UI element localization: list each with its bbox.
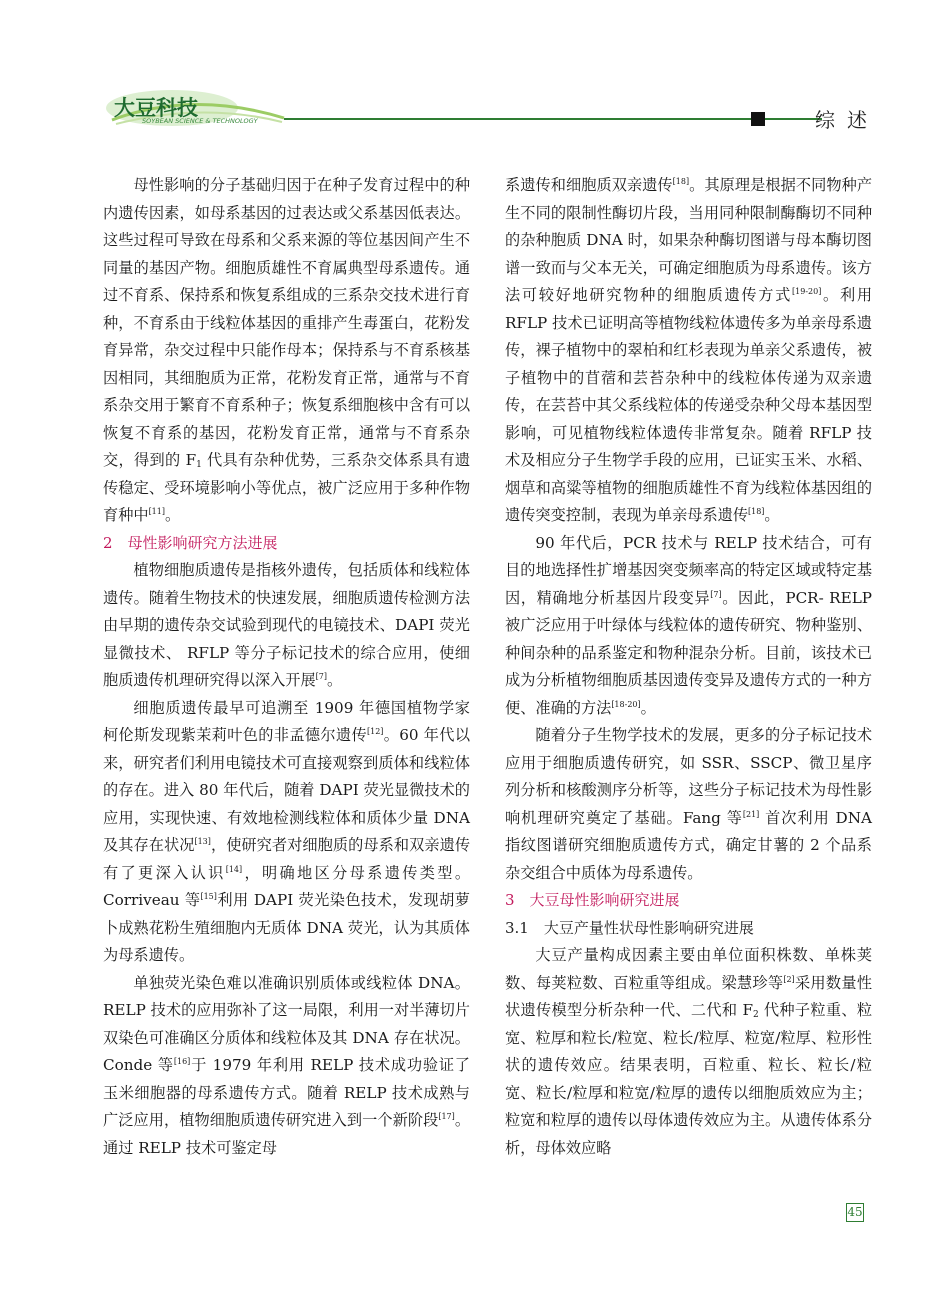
section-heading: 3 大豆母性影响研究进展 (505, 891, 680, 909)
subsection-heading: 3.1 大豆产量性状母性影响研究进展 (505, 918, 754, 937)
paragraph: 母性影响的分子基础归因于在种子发育过程中的种内遗传因素，如母系基因的过表达或父系基因低表达。这些过程可导致在母系和父系来源的等位基因间产生不同量的基因产物。细胞质雄性不育属典型母系遗传。通过不育系、保持系和恢复系组成的三系杂交技术进行育种，不育系由于线粒体基因的重排产生毒蛋白，花粉发育异常，杂交过程中只能作母本；保持系与不育系核基因相同，其细胞质为正常，花粉发育正常，通常与不育系杂交用于繁育不育系种子；恢复系细胞核中含有可以恢复不育系的基因，花粉发育正常，通常与不育系杂交，得到的 $F_1$ 代具有杂种优势，三系杂交体系具有遗传稳定、受环境影响小等优点，被广泛应用于多种作物育种中[11]。 (103, 176, 471, 524)
page-number: 45 (846, 1203, 864, 1222)
paragraph: 细胞质遗传最早可追溯至 1909 年德国植物学家柯伦斯发现紫茉莉叶色的非孟德尔遗传[12]。60 年代以来，研究者们利用电镜技术可直接观察到质体和线粒体的存在。进入 80 年代后，随着 DAPI 荧光显微技术的应用，实现快速、有效地检测线粒体和质体少量 DNA 及其存在状况[13]，使研究者对细胞质的母系和双亲遗传有了更深入认识[14]，明确地区分母系遗传类型。Corriveau 等[15]利用 DAPI 荧光染色技术，发现胡萝卜成熟花粉生殖细胞内无质体 DNA 荧光，认为其质体为母系遗传。 (103, 698, 471, 964)
citation: [18-20] (611, 699, 641, 709)
square-bullet-icon (751, 112, 765, 126)
section-label: 综述 (815, 108, 879, 132)
citation: [19-20] (792, 287, 822, 296)
journal-logo (102, 80, 287, 130)
paragraph: 单独荧光染色难以准确识别质体或线粒体 DNA。RELP 技术的应用弥补了这一局限，利用一对半薄切片双染色可准确区分质体和线粒体及其 DNA 存在状况。Conde 等[16]于 1979 年利用 RELP 技术成功验证了玉米细胞器的母系遗传方式。随着 RELP 技术成熟与广泛应用，植物细胞质遗传研究进入到一个新阶段[17]。通过 RELP 技术可鉴定母 (103, 973, 471, 1157)
citation: [11] (148, 507, 165, 516)
page-header (100, 78, 890, 138)
left-column (103, 172, 470, 1162)
paragraph: 植物细胞质遗传是指核外遗传，包括质体和线粒体遗传。随着生物技术的快速发展，细胞质遗传检测方法由早期的遗传杂交试验到现代的电镜技术、DAPI 荧光显微技术、 RFLP 等分子标记技术的综合应用，使细胞质遗传机理研究得以深入开展[7]。 (103, 561, 470, 689)
journal-title-en: SOYBEAN SCIENCE & TECHNOLOGY (142, 117, 258, 125)
citation: [21] (742, 809, 760, 819)
citation: [16] (173, 1057, 191, 1066)
citation: [7] (710, 589, 722, 599)
citation: [13] (194, 837, 211, 846)
citation: [7] (315, 672, 327, 681)
paragraph: 系遗传和细胞质双亲遗传[18]。其原理是根据不同物种产生不同的限制性酶切片段，当用同种限制酶酶切不同种的杂种胞质 DNA 时，如果杂种酶切图谱与母本酶切图谱一致而与父本无关，可确定细胞质为母系遗传。该方法可较好地研究物种的细胞质遗传方式[19-20]。利用 RFLP 技术已证明高等植物线粒体遗传多为单亲母系遗传，裸子植物中的翠柏和红杉表现为单亲父系遗传，被子植物中的苜蓿和芸苔杂种中的线粒体传递为双亲遗传，在芸苔中其父系线粒体的传递受杂种父母本基因型影响，可见植物线粒体遗传非常复杂。随着 RFLP 技术及相应分子生物学手段的应用，已证实玉米、水稻、烟草和高粱等植物的细胞质雄性不育为线粒体基因组的遗传突变控制，表现为单亲母系遗传[18]。 (505, 176, 873, 524)
paragraph: 90 年代后，PCR 技术与 RELP 技术结合，可有目的地选择性扩增基因突变频率高的特定区域或特定基因，精确地分析基因片段变异[7]。因此，PCR- RELP 被广泛应用于叶绿体与线粒体的遗传研究、物种鉴别、种间杂种的品系鉴定和物种混杂分析。目前，该技术已成为分析植物细胞质基因遗传变异及遗传方式的一种方便、准确的方法[18-20]。 (505, 533, 873, 717)
citation: [2] (783, 974, 795, 984)
journal-title-cn: 大豆科技 (114, 96, 198, 120)
citation: [18] (672, 177, 690, 186)
citation: [18] (748, 507, 765, 516)
citation: [15] (200, 892, 217, 901)
citation: [12] (366, 727, 384, 736)
citation: [17] (438, 1112, 455, 1121)
citation: [14] (225, 864, 243, 874)
header-rule (284, 118, 822, 120)
paragraph: 大豆产量构成因素主要由单位面积株数、单株荚数、每荚粒数、百粒重等组成。梁慧珍等[2]采用数量性状遗传模型分析杂种一代、二代和 $F_2$ 代种子粒重、粒宽、粒厚和粒长/粒宽、粒长/粒厚、粒宽/粒厚、粒形性状的遗传效应。结果表明，百粒重、粒长、粒长/粒宽、粒长/粒厚和粒宽/粒厚的遗传以细胞质效应为主；粒宽和粒厚的遗传以母体遗传效应为主。从遗传体系分析，母体效应略 (505, 946, 873, 1157)
right-column (505, 172, 872, 1162)
section-heading: 2 母性影响研究方法进展 (103, 533, 278, 552)
paragraph: 随着分子生物学技术的发展，更多的分子标记技术应用于细胞质遗传研究，如 SSR、SSCP、微卫星序列分析和核酸测序分析等，这些分子标记技术为母性影响机理研究奠定了基础。Fang 等[21] 首次利用 DNA 指纹图谱研究细胞质遗传方式，确定甘薯的 2 个品系杂交组合中质体为母系遗传。 (505, 726, 872, 882)
